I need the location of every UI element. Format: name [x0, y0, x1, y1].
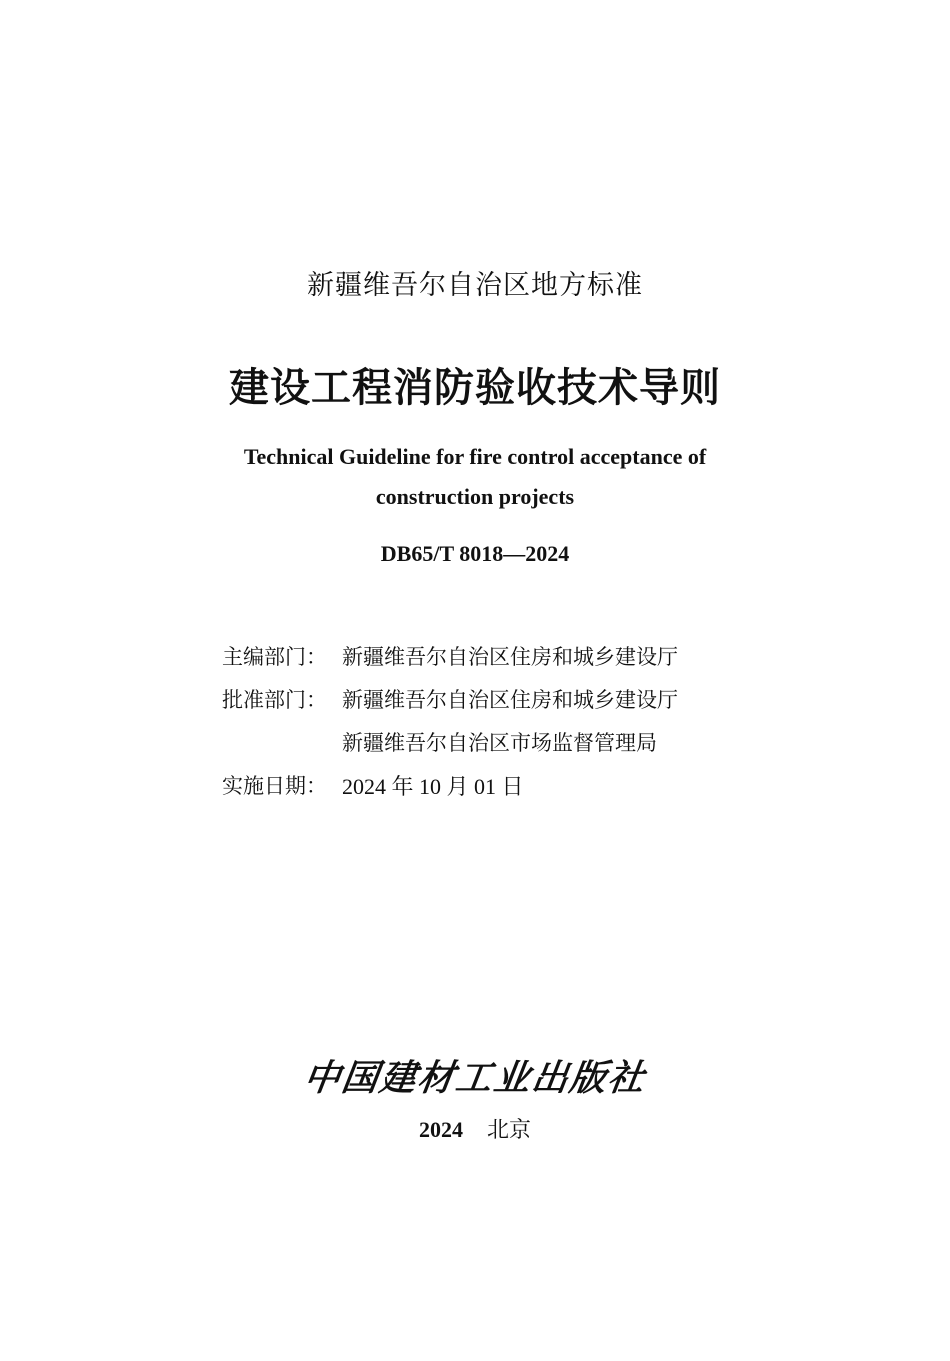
standard-code: DB65/T 8018—2024: [380, 541, 570, 566]
effective-date-row: [222, 765, 678, 808]
approval-value-1: 新疆维吾尔自治区住房和城乡建设厅: [342, 688, 678, 712]
publication-year: 2024: [418, 1117, 463, 1142]
title-en-line-2: construction projects: [375, 484, 575, 509]
approval-value-2: 新疆维吾尔自治区市场监督管理局: [342, 731, 657, 755]
series-title: 新疆维吾尔自治区地方标准: [307, 270, 643, 301]
approval-label: 批准部门：: [222, 688, 327, 712]
publication-info: [222, 636, 678, 808]
chief-editor-value: 新疆维吾尔自治区住房和城乡建设厅: [342, 645, 678, 669]
effective-date-value: 2024 年 10 月 01 日: [342, 774, 524, 799]
document-title-en: [0, 437, 950, 517]
publisher-logo-text: 中国建材工业出版社: [301, 1057, 649, 1099]
chief-editor-label: 主编部门：: [222, 645, 327, 669]
chief-editor-row: [222, 636, 678, 679]
approval-values: [342, 679, 678, 765]
approval-row: [222, 679, 678, 765]
effective-date-label: 实施日期：: [222, 774, 327, 798]
publication-line: [0, 1113, 950, 1148]
title-en-line-1: Technical Guideline for fire control acceptance of: [243, 444, 707, 469]
publication-city: 北京: [486, 1118, 531, 1143]
document-title-cn: 建设工程消防验收技术导则: [229, 364, 721, 411]
